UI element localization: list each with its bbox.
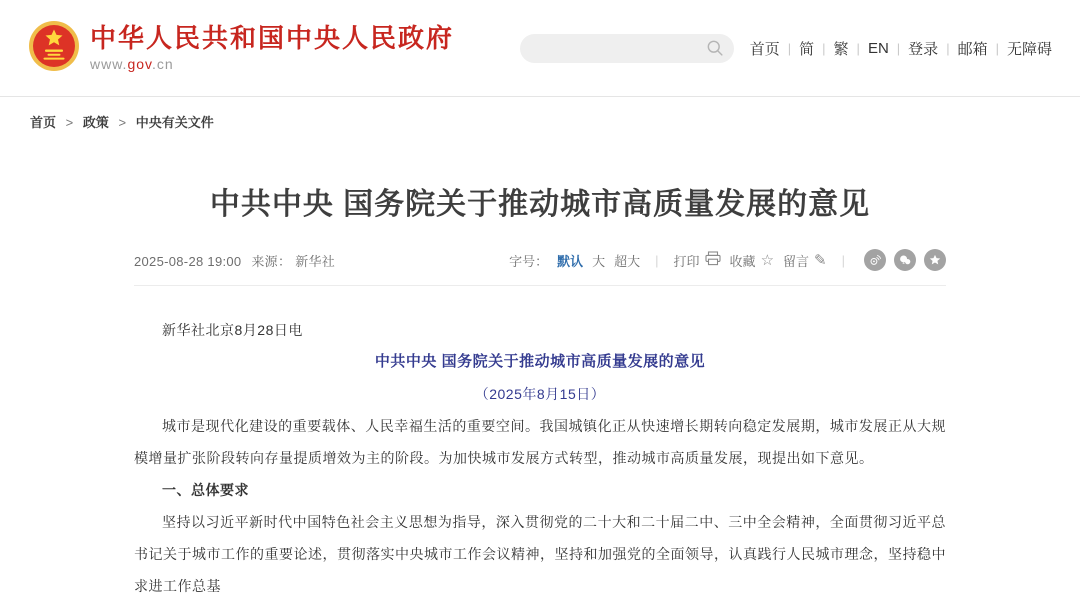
breadcrumb <box>0 97 1080 141</box>
search-icon[interactable] <box>706 39 724 57</box>
wechat-share-icon[interactable] <box>894 249 916 271</box>
nav-login[interactable]: 登录 <box>908 40 939 58</box>
document-date: （2025年8月15日） <box>474 386 606 402</box>
fontsize-default-button[interactable]: 默认 <box>557 253 584 269</box>
meta-divider: | <box>655 252 659 268</box>
article-meta-tools <box>509 249 946 271</box>
section-heading: 一、总体要求 <box>162 482 249 498</box>
site-url: www.gov.cn <box>90 56 174 73</box>
nav-traditional[interactable]: 繁 <box>833 40 849 58</box>
search-box[interactable] <box>520 34 734 63</box>
favorite-button[interactable]: 收藏 ☆ <box>729 251 775 269</box>
dateline: 新华社北京8月28日电 <box>162 322 303 338</box>
nav-mailbox[interactable]: 邮箱 <box>957 40 988 58</box>
share-buttons <box>864 249 946 271</box>
weibo-share-icon[interactable] <box>864 249 886 271</box>
nav-divider: | <box>787 40 792 56</box>
nav-home[interactable]: 首页 <box>749 40 780 58</box>
fontsize-xlarge-button[interactable]: 超大 <box>614 253 641 269</box>
breadcrumb-separator: > <box>65 115 74 130</box>
article-meta-bar <box>134 249 946 286</box>
paragraph: 坚持以习近平新时代中国特色社会主义思想为指导，深入贯彻党的二十大和二十届二中、三中全会精神，全面贯彻习近平总书记关于城市工作的重要论述，贯彻落实中央城市工作会议精神，坚持和加强党的全面领导，认真践行人民城市理念，坚持稳中求进工作总基 <box>134 514 946 594</box>
breadcrumb-home[interactable]: 首页 <box>30 115 57 130</box>
page-title: 中共中央 国务院关于推动城市高质量发展的意见 <box>209 188 871 221</box>
printer-icon <box>705 251 721 269</box>
document-title: 中共中央 国务院关于推动城市高质量发展的意见 <box>374 353 706 370</box>
source-label: 来源： <box>251 253 292 269</box>
publish-datetime: 2025-08-28 19:00 <box>134 253 242 269</box>
nav-divider: | <box>856 40 860 56</box>
article-container <box>134 185 946 602</box>
qzone-share-icon[interactable] <box>924 249 946 271</box>
nav-simplified[interactable]: 简 <box>799 40 815 58</box>
print-button[interactable]: 打印 <box>674 251 721 270</box>
nav-divider: | <box>995 40 999 56</box>
article-body <box>134 314 946 602</box>
breadcrumb-current: 中央有关文件 <box>135 115 214 130</box>
top-nav <box>750 38 1052 59</box>
nav-divider: | <box>896 40 901 56</box>
pen-icon: ✎ <box>814 251 827 269</box>
site-name: 中华人民共和国中央人民政府 <box>90 22 455 53</box>
source-name[interactable]: 新华社 <box>295 253 336 269</box>
paragraph: 城市是现代化建设的重要载体、人民幸福生活的重要空间。我国城镇化正从快速增长期转向稳定发展期，城市发展正从大规模增量扩张阶段转向存量提质增效为主的阶段。为加快城市发展方式转型，推动城市高质量发展，现提出如下意见。 <box>134 418 946 466</box>
breadcrumb-separator: > <box>118 115 127 130</box>
comment-button[interactable]: 留言 ✎ <box>783 251 827 269</box>
fontsize-large-button[interactable]: 大 <box>592 253 606 269</box>
nav-english[interactable]: EN <box>867 39 889 57</box>
site-logo[interactable] <box>28 20 454 77</box>
national-emblem-icon <box>28 20 80 77</box>
breadcrumb-policy[interactable]: 政策 <box>82 115 109 130</box>
search-input[interactable] <box>534 41 706 56</box>
nav-divider: | <box>822 40 826 56</box>
site-header <box>0 0 1080 97</box>
star-icon: ☆ <box>760 251 775 269</box>
article-meta-left <box>134 251 335 270</box>
nav-divider: | <box>946 40 950 56</box>
meta-divider: | <box>841 252 845 268</box>
fontsize-label: 字号： <box>509 253 549 269</box>
nav-accessibility[interactable]: 无障碍 <box>1006 40 1052 58</box>
